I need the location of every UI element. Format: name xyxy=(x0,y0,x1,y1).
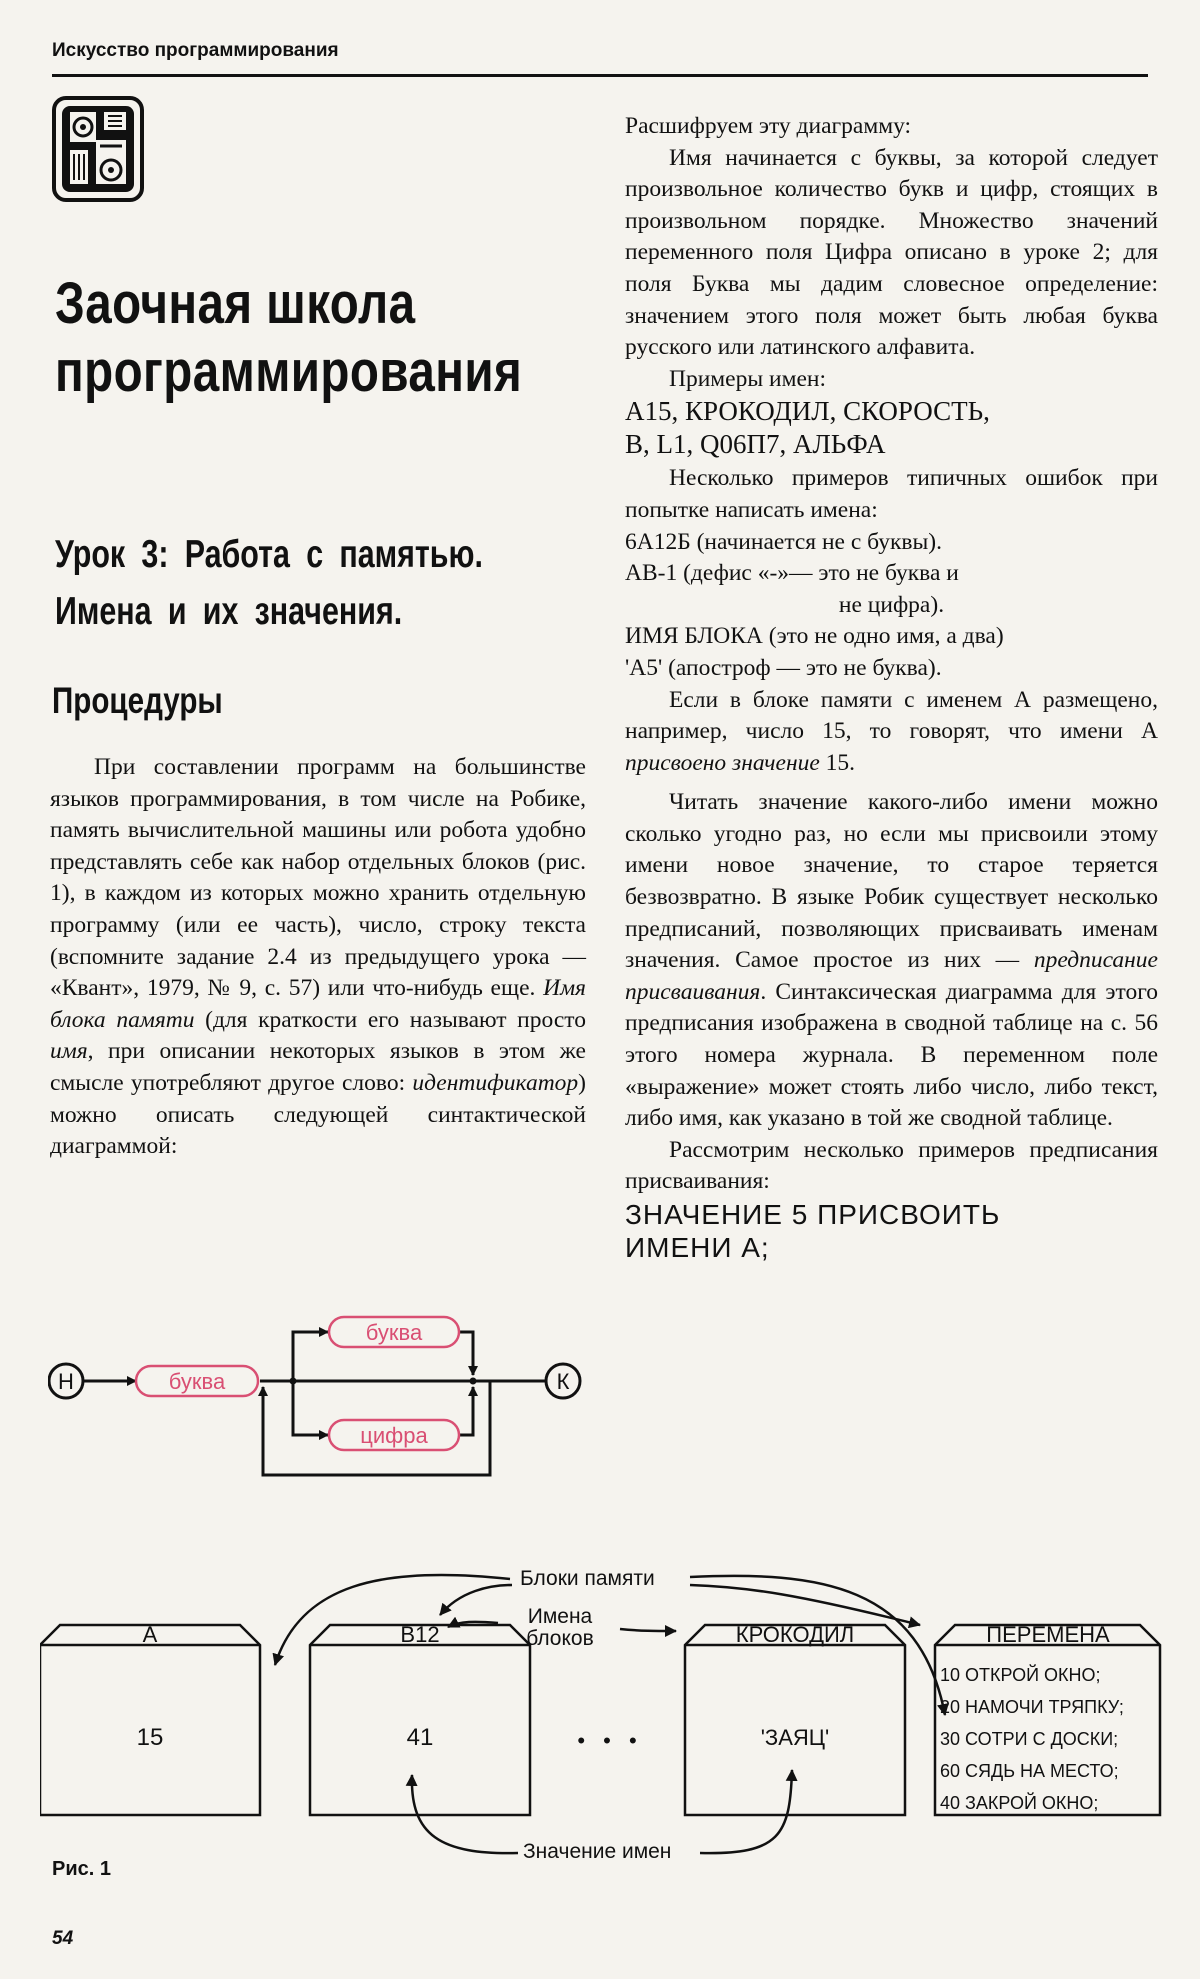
figure-caption: Рис. 1 xyxy=(52,1858,111,1880)
program-line: 20 НАМОЧИ ТРЯПКУ; xyxy=(940,1697,1124,1717)
examples-line-2: B, L1, Q06П7, АЛЬФА xyxy=(625,429,886,460)
page-number: 54 xyxy=(52,1928,74,1949)
italic-term: имя xyxy=(50,1038,88,1065)
right-column xyxy=(625,111,1158,1264)
article-title-line-2: программирования xyxy=(55,339,523,404)
error-example-4: 'А5' (апостроф — это не буква). xyxy=(625,654,942,681)
text-run: Если в блоке памяти с именем А размещено, например, число 15, то говорят, что имени А xyxy=(625,686,1158,745)
right-paragraph-4: Несколько примеров типичных ошибок при попытке написать имена: xyxy=(625,465,1158,523)
label-name-values: Значение имен xyxy=(523,1840,672,1863)
right-paragraph-2: Имя начинается с буквы, за которой следует произвольное количество букв и цифр, стоящих в произвольном порядке. Множество значений переменного поля Цифра описано в уроке 2; для поля Буква мы дадим словесное определение: значением этого поля может быть любая буква русского или латинского алфавита. xyxy=(625,144,1158,361)
right-paragraph-7: Рассмотрим несколько примеров предписания присваивания: xyxy=(625,1136,1158,1195)
text-run: , при описании некоторых языков в этом же смысле употребляют другое слово: xyxy=(50,1038,586,1096)
block-value: 15 xyxy=(136,1724,164,1751)
error-example-1: 6А12Б (начинается не с буквы). xyxy=(625,528,942,555)
running-header: Искусство программирования xyxy=(52,40,339,61)
block-value: 41 xyxy=(406,1724,434,1751)
label-block-names-1: Имена xyxy=(527,1605,593,1628)
diagram-end-node: К xyxy=(556,1369,570,1394)
code-line-1: ЗНАЧЕНИЕ 5 ПРИСВОИТЬ xyxy=(625,1199,1001,1230)
program-line: 30 СОТРИ С ДОСКИ; xyxy=(940,1729,1119,1749)
lesson-title-line-1: Урок 3: Работа с памятью. xyxy=(55,533,483,576)
block-value: 'ЗАЯЦ' xyxy=(760,1725,830,1750)
italic-term: предписание присваивания xyxy=(625,947,1158,1005)
memory-block-b12 xyxy=(310,1622,530,1815)
lesson-title xyxy=(55,526,483,640)
error-example-3: ИМЯ БЛОКА (это не одно имя, а два) xyxy=(625,623,1004,650)
label-block-names-2: блоков xyxy=(526,1627,594,1650)
program-line: 40 ЗАКРОЙ ОКНО; xyxy=(940,1793,1099,1813)
text-run: (для краткости его называют просто xyxy=(194,1006,586,1033)
ellipsis-dots: • • • xyxy=(577,1728,643,1753)
block-name: В12 xyxy=(400,1622,440,1647)
program-line: 10 ОТКРОЙ ОКНО; xyxy=(940,1665,1101,1685)
article-title-line-1: Заочная школа xyxy=(55,271,416,336)
memory-block-peremena xyxy=(935,1622,1160,1815)
intro-paragraph xyxy=(50,752,586,1163)
right-paragraph-1: Расшифруем эту диаграмму: xyxy=(625,113,912,139)
block-name: А xyxy=(142,1622,158,1647)
text-run: . Синтаксическая диаграмма для этого предписания изображена в сводной таблице на с. 56 этого номера журнала. В переменном поле «выражение» может стоять либо число, либо текст, либо имя, как указано в той же сводной таблице. xyxy=(625,978,1158,1132)
right-paragraph-5 xyxy=(625,685,1158,780)
error-example-2b: не цифра). xyxy=(838,591,945,618)
text-run: Читать значение какого-либо имени можно сколько угодно раз, но если мы присвоили этому имени новое значение, то старое теряется безвозвратно. В языке Робик существует несколько предписаний, позволяющих присваивать именам значения. Самое простое из них — xyxy=(625,789,1158,974)
block-name: ПЕРЕМЕНА xyxy=(986,1622,1110,1647)
block-name: КРОКОДИЛ xyxy=(735,1622,855,1647)
right-paragraph-6 xyxy=(625,787,1158,1135)
memory-block-a xyxy=(40,1622,260,1815)
italic-term: присвоено значение xyxy=(625,749,820,776)
text-run: ) можно описать следующей синтактической диаграммой: xyxy=(50,1069,586,1160)
text-run: При составлении программ на большинстве языков программирования, в том числе на Робике, память вычислительной машины или робота удобно представлять себе как набор отдельных блоков (рис. 1), в каждом из которых можно хранить отдельную программу (или ее часть), число, строку текста (вспомните задание 2.4 из предыдущего урока — «Квант», 1979, № 9, с. 57) или что-нибудь еще. xyxy=(50,754,586,1002)
text-run: 15. xyxy=(819,749,856,776)
examples-line-1: A15, КРОКОДИЛ, СКОРОСТЬ, xyxy=(625,396,990,427)
italic-term: идентификатор xyxy=(412,1069,579,1096)
circuit-board-icon xyxy=(52,96,144,202)
lesson-title-line-2: Имена и их значения. xyxy=(55,590,403,633)
italic-term: Имя блока памяти xyxy=(50,975,586,1033)
figure-memory-blocks xyxy=(40,1565,1170,1870)
program-line: 60 СЯДЬ НА МЕСТО; xyxy=(940,1761,1119,1781)
article-title xyxy=(55,270,522,406)
header-rule xyxy=(52,74,1148,77)
syntax-diagram xyxy=(48,1315,588,1495)
diagram-letter-branch-label: буква xyxy=(365,1320,423,1345)
diagram-first-letter-label: буква xyxy=(168,1369,226,1394)
diagram-start-node: Н xyxy=(58,1369,74,1394)
memory-block-krokodil xyxy=(685,1622,905,1815)
code-line-2: ИМЕНИ А; xyxy=(625,1232,770,1263)
right-paragraph-3: Примеры имен: xyxy=(669,365,826,392)
label-memory-blocks: Блоки памяти xyxy=(520,1567,655,1590)
left-column xyxy=(50,752,586,1163)
section-heading: Процедуры xyxy=(52,680,223,721)
diagram-digit-branch-label: цифра xyxy=(360,1423,428,1448)
error-example-2a: АВ-1 (дефис «-»— это не буква и xyxy=(625,560,959,587)
